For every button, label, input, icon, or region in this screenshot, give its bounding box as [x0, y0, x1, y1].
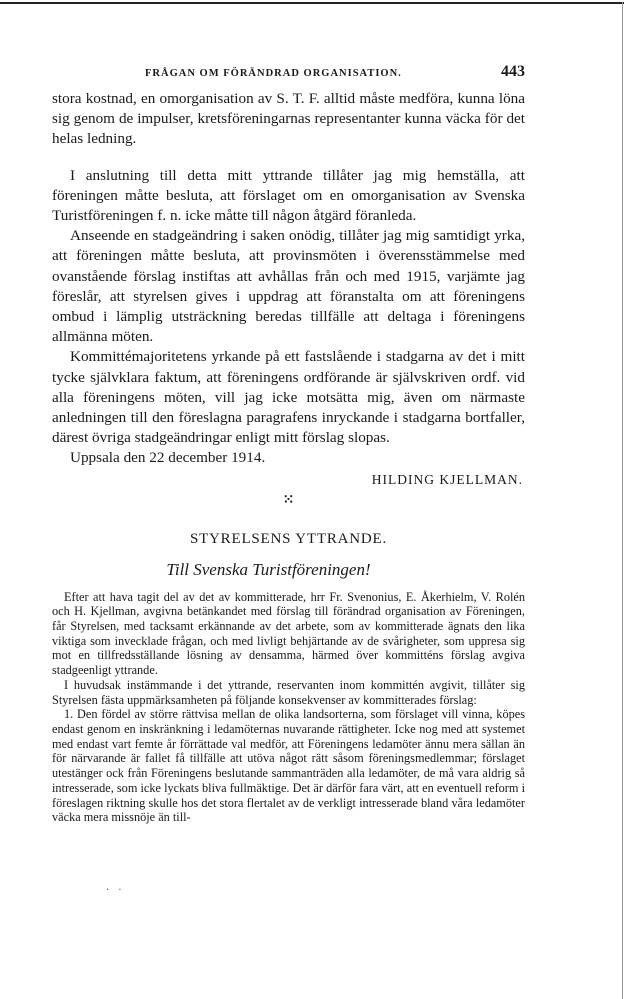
page-speckle: · ·	[106, 885, 125, 896]
statement-paragraph: Efter att hava tagit del av det av kommitterade, hrr Fr. Svenonius, E. Åkerhielm, V. Rolén och H. Kjellman, avgivna betänkandet med förslag till förändrad organisation av Föreningen, får Styrelsen, med tacksamt erkännande av det arbete, som av kommitterade ägnats den lika viktiga som invecklade frågan, och med livligt behjärtande av de svårigheter, som uppresa sig mot en tillfredsställande lösning av densamma, härmed över kommitténs förslag avgiva stadgeenligt yttrande.	[52, 589, 525, 678]
statement-paragraph: 1. Den fördel av större rättvisa mellan de olika landsorterna, som förslaget vill vinna, köpes endast genom en inskränkning i ledamöternas nuvarande rättigheter. Icke nog med att systemet med endast vart femte år förrättade val medför, att Föreningens ledamöter ännu mera sällan än för närvarande är fallet få tillfälle att utöva något rätt såsom föreningsmedlemmar; förslaget utestänger ock från Föreningens beslutande sammanträden alla ledamöter, de må vara aldrig så intresserade, som icke lyckats bliva fullmäktige. Det är därför fara värt, att en eventuell reform i föreslagen riktning skulle hos det stora flertalet av de verkligt intresserade bland våra ledamöter väcka mera missnöje än till-	[52, 707, 525, 825]
letter-paragraph: Kommittémajoritetens yrkande på ett fastslående i stadgarna av det i mitt tycke självklara faktum, att föreningens ordförande är självskriven ordf. vid alla föreningens möten, vill jag icke motsätta mig, även om närmaste anledningen till den föreslagna paragrafens inryckande i stadgarna bortfaller, därest övriga stadgeändringar enligt mitt förslag slopas.	[52, 348, 525, 447]
styrelsen-statement	[52, 590, 525, 825]
letter-paragraph: Anseende en stadgeändring i saken onödig, tillåter jag mig samtidigt yrka, att föreningen måtte besluta, att provinsmöten i överensstämmelse med ovanstående förslag instiftas att avhållas från och med 1915, varjämte jag föreslår, att styrelsen gives i uppdrag att föranstalta om att föreningens ombud i lämplig utsträckning beredas tillfälle att deltaga i föreningens allmänna möten.	[52, 227, 525, 346]
separator-ornament: ⁙	[282, 492, 295, 508]
page-body	[52, 89, 525, 825]
kjellman-section	[52, 89, 525, 469]
running-head	[50, 63, 525, 85]
salutation: Till Svenska Turistföreningen!	[166, 559, 371, 579]
signature: HILDING KJELLMAN.	[371, 471, 523, 487]
running-head-title: FRÅGAN OM FÖRÄNDRAD ORGANISATION.	[145, 68, 402, 79]
intro-paragraph: stora kostnad, en omorganisation av S. T. F. alltid måste medföra, kunna löna sig genom de impulser, kretsföreningarnas representanter kunna väcka för det helas ledning.	[52, 90, 525, 148]
page-number: 443	[501, 63, 525, 80]
section-title: STYRELSENS YTTRANDE.	[189, 530, 388, 547]
statement-paragraph: I huvudsak instämmande i det yttrande, reservanten inom kommittén avgivit, tillåter sig Styrelsen fästa uppmärksamheten på följande konsekvenser av kommitterades förslag:	[52, 677, 525, 707]
letter-paragraph: I anslutning till detta mitt yttrande tillåter jag mig hemställa, att föreningen måtte besluta, att förslaget om en omorganisation av Svenska Turistföreningen f. n. icke måtte till någon åtgärd föranleda.	[52, 166, 525, 225]
page-top-border	[0, 2, 624, 4]
letter-date: Uppsala den 22 december 1914.	[70, 449, 266, 467]
page-right-border	[622, 2, 623, 999]
